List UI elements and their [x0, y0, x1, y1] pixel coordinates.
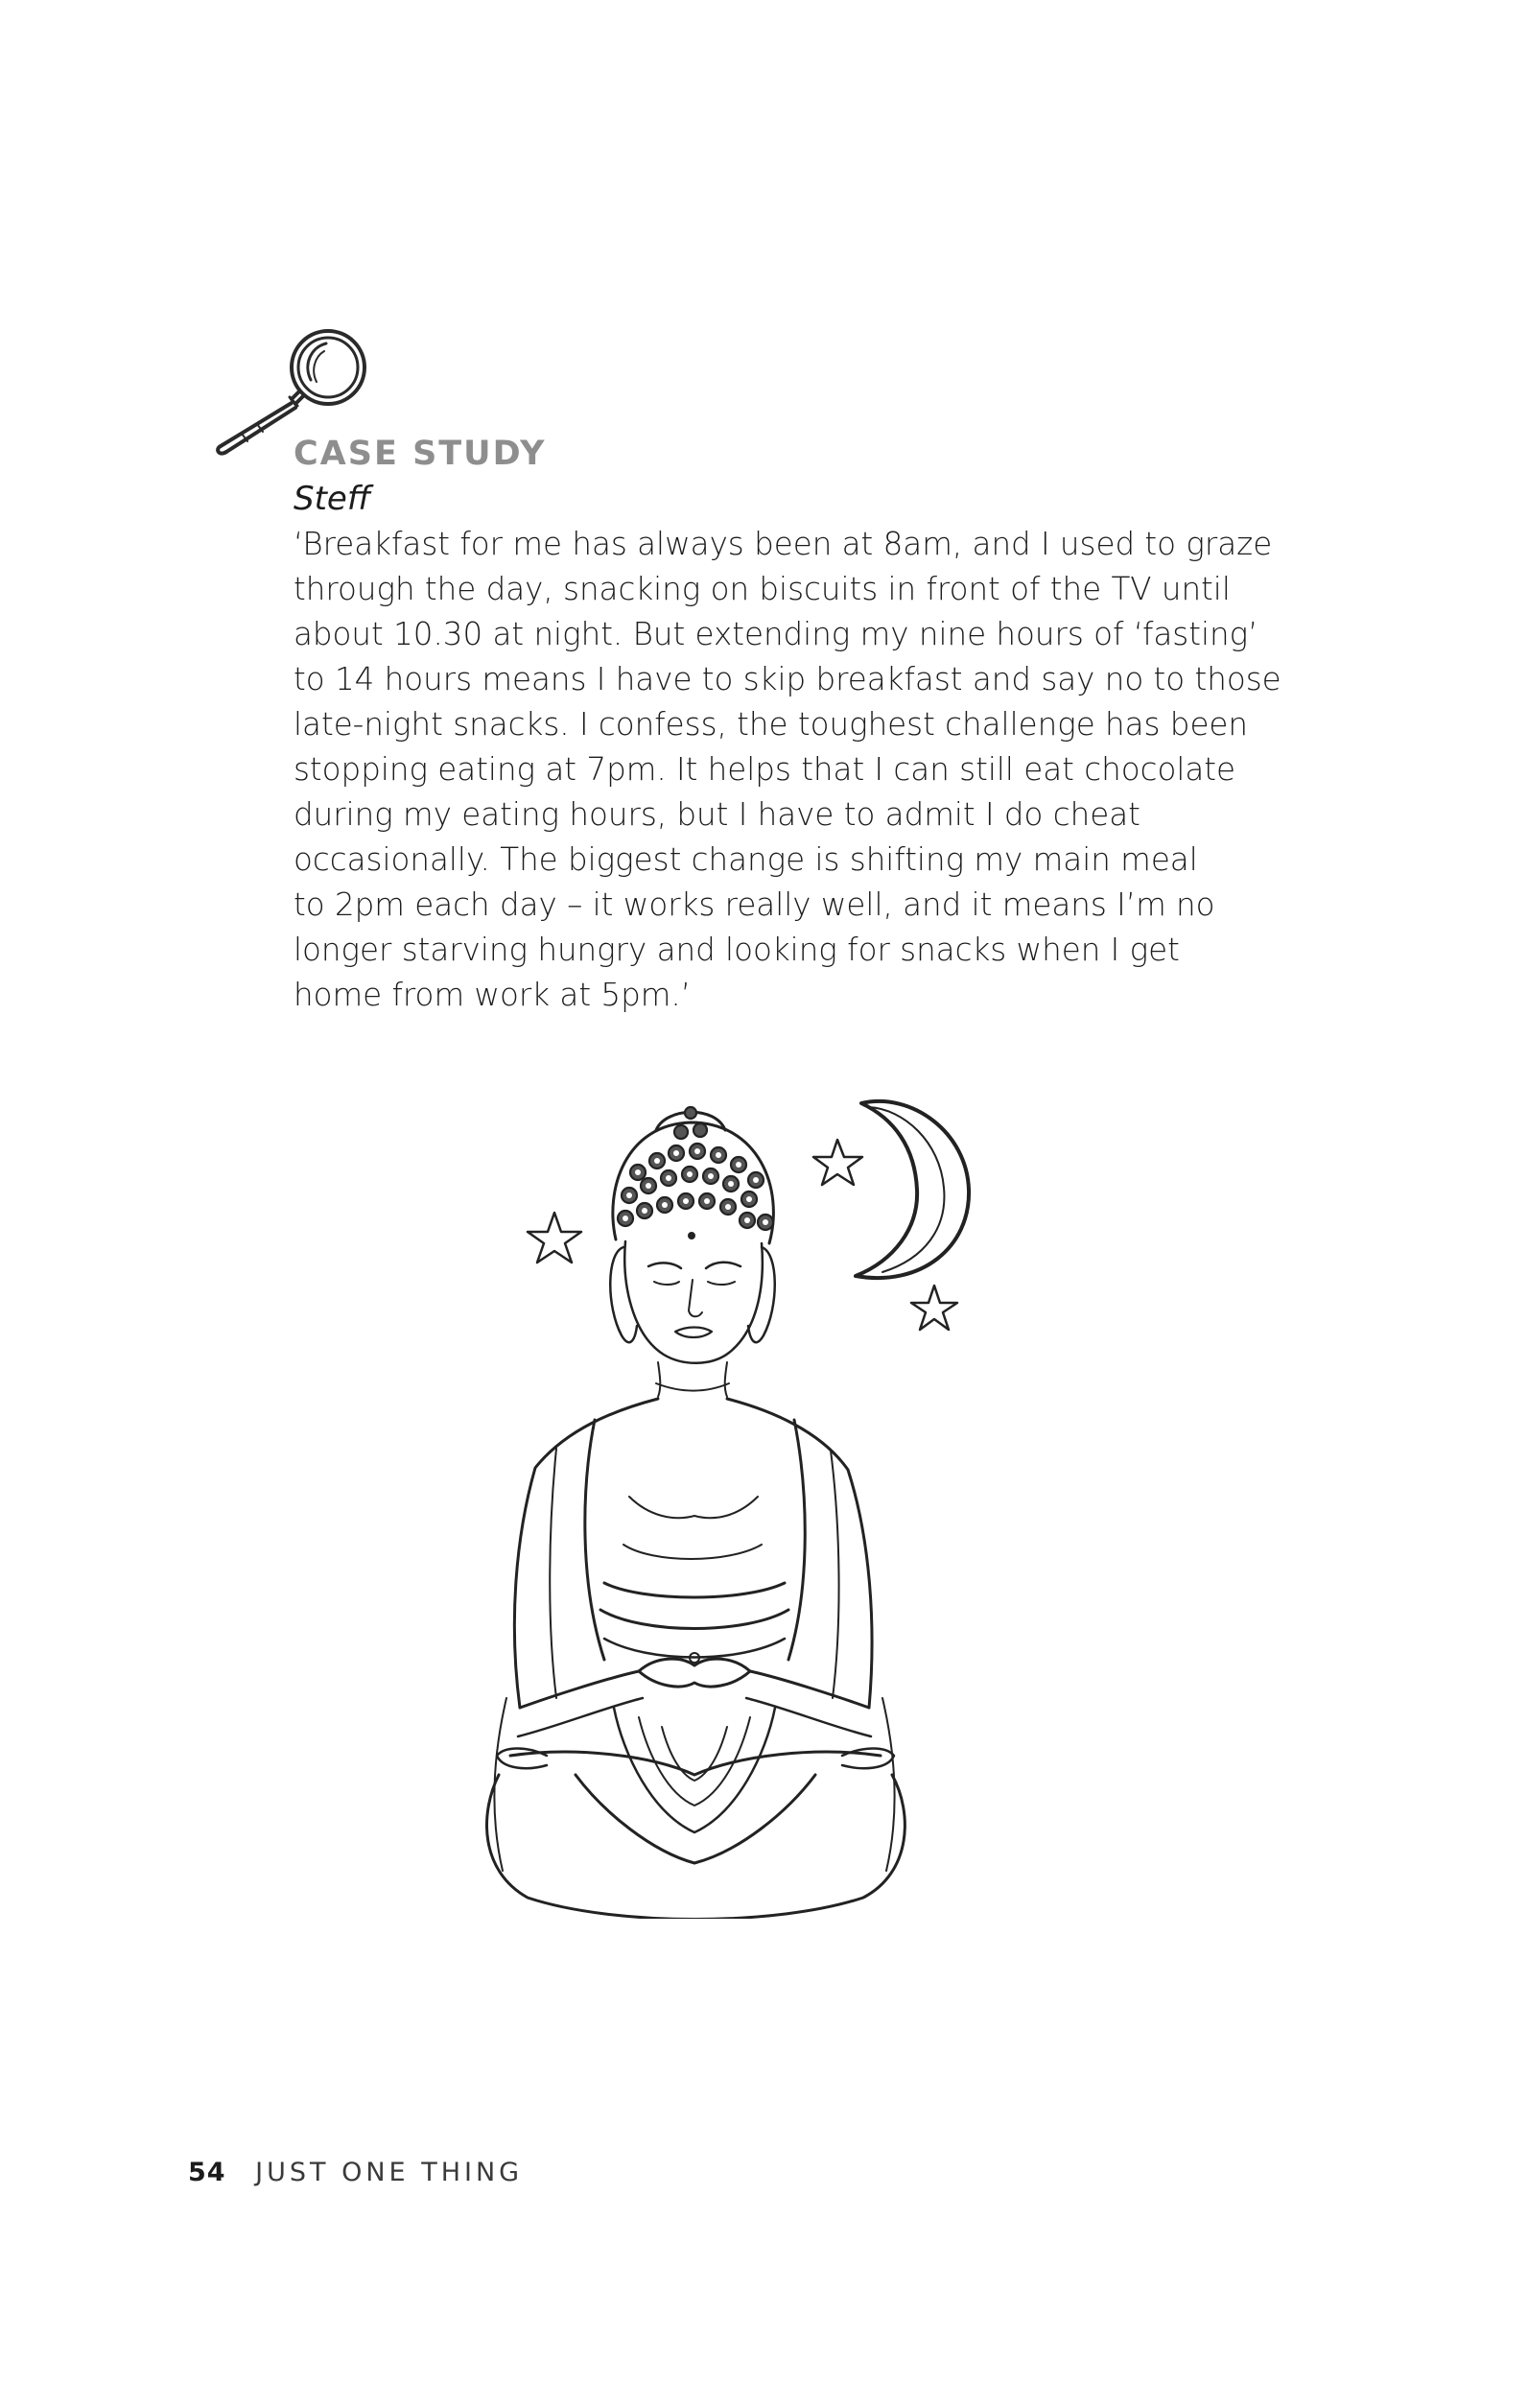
quote-line: to 14 hours means I have to skip breakfast and say no to those	[294, 661, 1281, 697]
quote-line: stopping eating at 7pm. It helps that I can still eat chocolate	[294, 751, 1236, 788]
moon-icon	[856, 1101, 969, 1278]
quote-line: to 2pm each day – it works really well, and it means I’m no	[294, 886, 1215, 923]
case-study	[294, 432, 1281, 1018]
running-title: JUST ONE THING	[255, 2158, 524, 2187]
quote-line: home from work at 5pm.’	[294, 977, 692, 1013]
star-icon	[813, 1140, 862, 1185]
buddha-illustration	[460, 1084, 998, 1919]
quote-line: during my eating hours, but I have to admit I do cheat	[294, 796, 1140, 833]
quote-line: longer starving hungry and looking for snacks when I get	[294, 932, 1180, 968]
page-number: 54	[188, 2158, 226, 2187]
quote-line: ‘Breakfast for me has always been at 8am, and I used to graze	[294, 526, 1273, 562]
quote-line: through the day, snacking on biscuits in front of the TV until	[294, 571, 1231, 607]
quote-line: occasionally. The biggest change is shifting my main meal	[294, 841, 1198, 878]
star-icon	[528, 1213, 581, 1263]
case-study-name: Steff	[294, 480, 371, 518]
quote-line: about 10.30 at night. But extending my nine hours of ‘fasting’	[294, 616, 1258, 652]
case-study-heading: CASE STUDY	[294, 435, 547, 473]
quote-line: late-night snacks. I confess, the toughest challenge has been	[294, 706, 1249, 743]
page-footer	[188, 2158, 523, 2188]
star-icon	[911, 1286, 957, 1330]
case-study-quote	[294, 522, 1281, 1018]
